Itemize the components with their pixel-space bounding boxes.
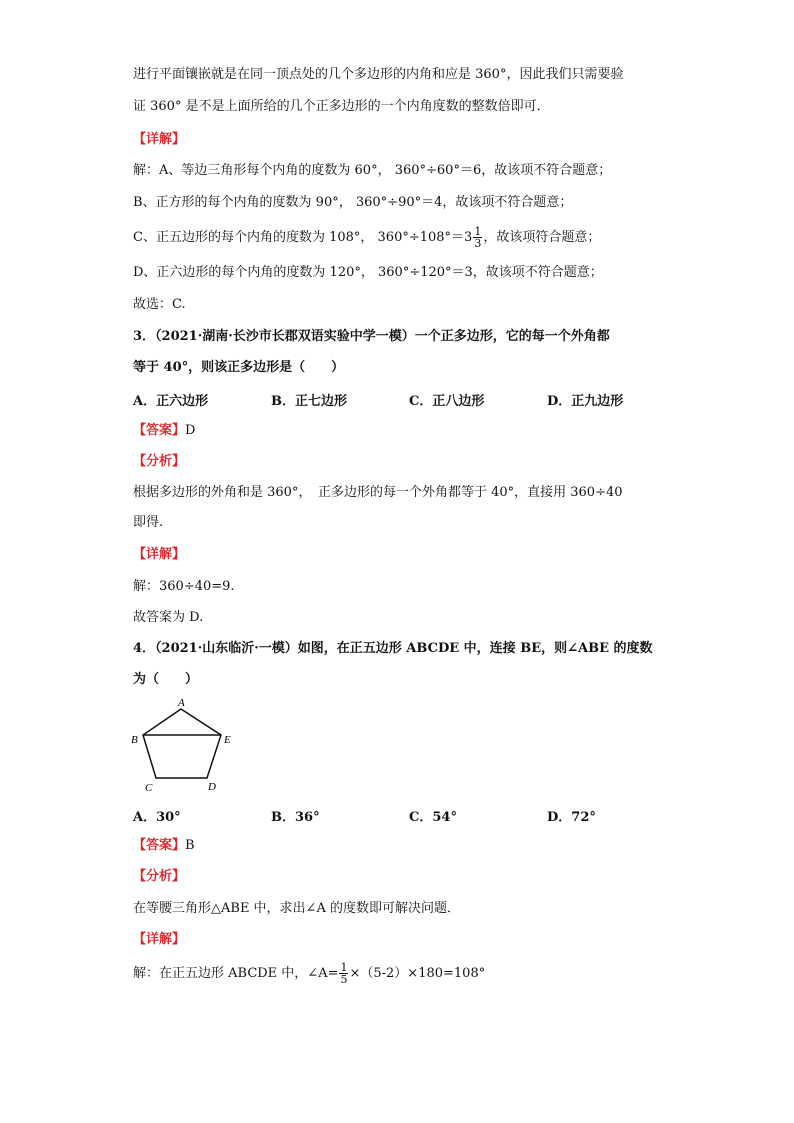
vertex-label-d: D xyxy=(208,781,216,793)
vertex-label-e: E xyxy=(224,734,231,746)
q3-option-b: B．正七边形 xyxy=(271,394,347,409)
q3-answer-line xyxy=(133,422,195,440)
analysis-tag-q4: 【分析】 xyxy=(133,869,186,884)
vertex-label-a: A xyxy=(178,697,185,709)
q4-answer-line xyxy=(133,837,195,855)
pentagon-figure xyxy=(128,695,240,797)
q4-stem-line1: 4．（2021·山东临沂·一模）如图，在正五边形 ABCDE 中，连接 BE，则∠ABE 的度数 xyxy=(133,641,653,656)
q4-detail-line xyxy=(133,962,485,985)
para1-line1: 进行平面镶嵌就是在同一顶点处的几个多边形的内角和应是 360°，因此我们只需要验 xyxy=(133,67,624,82)
q3-answer-value: D xyxy=(185,423,196,438)
pentagon-shape xyxy=(143,709,221,778)
choice-line: 故选：C. xyxy=(133,297,186,312)
q4-option-a: A．30° xyxy=(133,810,181,825)
q4-answer-value: B xyxy=(185,838,195,853)
q3-detail-line1: 解：360÷40=9. xyxy=(133,579,235,594)
q3-detail-line2: 故答案为 D. xyxy=(133,610,204,625)
vertex-label-c: C xyxy=(145,782,153,794)
q4-option-c: C．54° xyxy=(409,810,457,825)
fraction-numerator: 1 xyxy=(474,225,482,238)
detail-tag-q3: 【详解】 xyxy=(133,547,186,562)
fraction-numerator: 1 xyxy=(340,961,348,974)
q3-stem-line2: 等于 40°，则该正多边形是（ ） xyxy=(133,360,345,375)
solution-line-c-tail: ，故该项符合题意； xyxy=(483,230,601,245)
solution-line-a: 解：A、等边三角形每个内角的度数为 60°， 360°÷60°＝6，故该项不符合题意； xyxy=(133,163,612,178)
q4-detail-text: 解：在正五边形 ABCDE 中，∠A= xyxy=(133,966,339,981)
para1-line2: 证 360° 是不是上面所给的几个正多边形的一个内角度数的整数倍即可． xyxy=(133,99,550,114)
analysis-tag-q3: 【分析】 xyxy=(133,454,186,469)
solution-line-b: B、正方形的每个内角的度数为 90°， 360°÷90°＝4，故该项不符合题意； xyxy=(133,195,573,210)
fraction-one-fifth xyxy=(339,962,348,985)
detail-tag-q4: 【详解】 xyxy=(133,932,186,947)
solution-line-d: D、正六边形的每个内角的度数为 120°， 360°÷120°＝3，故该项不符合题意； xyxy=(133,265,603,280)
answer-tag-q4: 【答案】 xyxy=(133,838,186,853)
q3-option-d: D．正九边形 xyxy=(547,394,624,409)
fraction-one-third xyxy=(473,226,482,249)
vertex-label-b: B xyxy=(131,734,138,746)
detail-tag-q2: 【详解】 xyxy=(133,132,186,147)
fraction-denominator: 5 xyxy=(340,973,348,986)
q3-analysis-line2: 即得. xyxy=(133,515,164,530)
answer-tag-q3: 【答案】 xyxy=(133,423,186,438)
solution-line-c-text: C、正五边形的每个内角的度数为 108°， 360°÷108°＝3 xyxy=(133,230,473,245)
q4-option-d: D．72° xyxy=(547,810,596,825)
q3-option-c: C．正八边形 xyxy=(409,394,485,409)
q4-analysis-line1: 在等腰三角形△ABE 中，求出∠A 的度数即可解决问题． xyxy=(133,901,460,916)
fraction-denominator: 3 xyxy=(474,237,482,250)
q4-stem-line2: 为（ ） xyxy=(133,672,199,687)
q4-detail-tail: ×（5-2）×180=108° xyxy=(349,966,486,981)
q3-analysis-line1: 根据多边形的外角和是 360°， 正多边形的每一个外角都等于 40°，直接用 360÷40 xyxy=(133,485,623,500)
q3-option-a: A．正六边形 xyxy=(133,394,209,409)
solution-line-c xyxy=(133,226,600,249)
q3-stem-line1: 3．（2021·湖南·长沙市长郡双语实验中学一模）一个正多边形，它的每一个外角都 xyxy=(133,329,610,344)
q4-option-b: B．36° xyxy=(271,810,320,825)
